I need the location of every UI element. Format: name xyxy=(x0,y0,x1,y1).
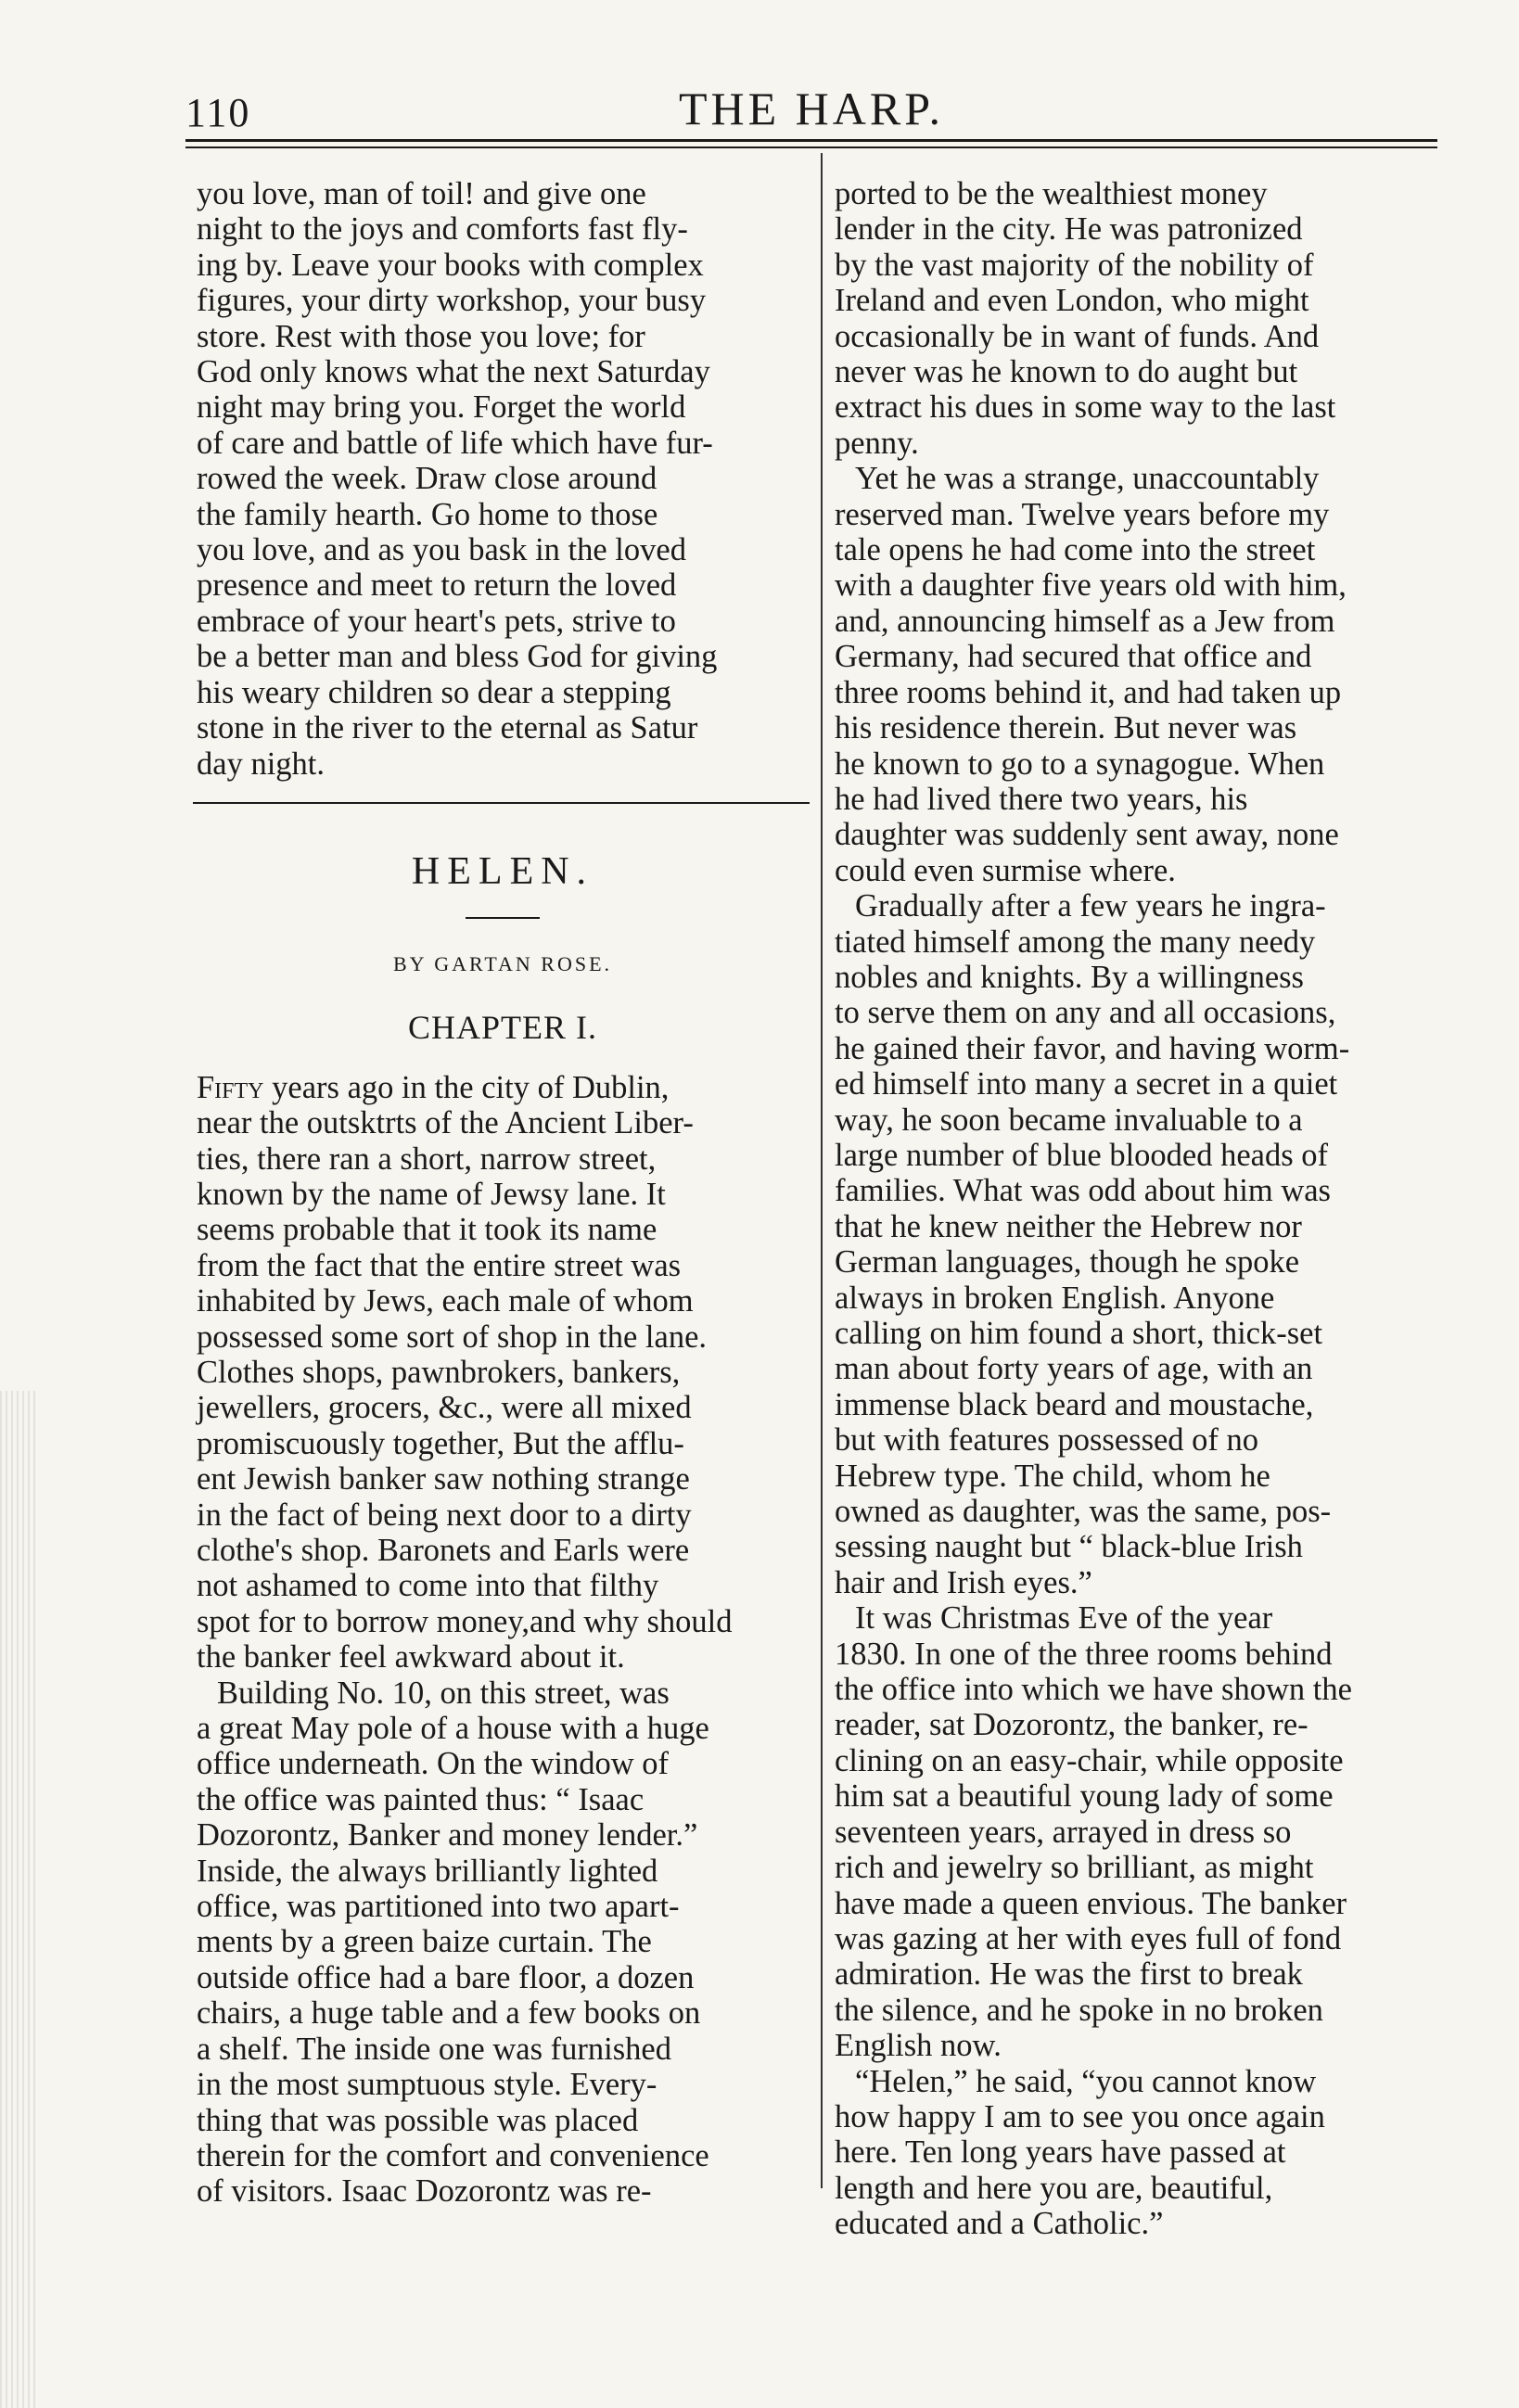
scan-edge-noise xyxy=(0,1391,37,2408)
header-rule xyxy=(185,139,1437,142)
byline: BY GARTAN ROSE. xyxy=(392,951,613,975)
header-rule-thin xyxy=(185,147,1437,148)
lead-word: Fifty xyxy=(197,1069,264,1105)
running-title: THE HARP. xyxy=(678,83,945,134)
story-paragraph-6: It was Christmas Eve of the year 1830. In one of the three rooms behind the office into which we have shown the reader, sat Dozorontz, the banker, re- clining on an easy-chair, while opposite him sat a beautiful young lady of some seventeen years, arrayed in dress so rich and jewelry so brilliant, as might have made a queen envious. The banker was gazing at her with eyes full of fond admiration. He was the first to break the silence, and he spoke in no broken English now. xyxy=(835,1600,1352,2064)
left-column xyxy=(197,176,809,2210)
story-paragraph-5: Gradually after a few years he ingra- tiated himself among the many needy nobles and knights. By a willingness to serve them on any and all occasions, he gained their favor, and having worm- ed himself into many a secret in a quiet way, he soon became invaluable to a large number of blue blooded heads of families. What was odd about him was that he knew neither the Hebrew nor German languages, though he spoke always in broken English. Anyone calling on him found a short, thick-set man about forty years of age, with an immense black beard and moustache, but with features possessed of no Hebrew type. The child, whom he owned as daughter, was the same, pos- sessing naught but “ black-blue Irish hair and Irish eyes.” xyxy=(835,888,1350,1600)
story-paragraph-2: Building No. 10, on this street, was a great May pole of a house with a huge office underneath. On the window of the office was painted thus: “ Isaac Dozorontz, Banker and money lender.” Inside, the always brilliantly lighted office, was partitioned into two apart- ments by a green baize curtain. The outside office had a bare floor, a dozen chairs, a huge table and a few books on a shelf. The inside one was furnished in the most sumptuous style. Every- thing that was possible was placed therein for the comfort and convenience of visitors. Isaac Dozorontz was re- xyxy=(197,1675,709,2210)
story-paragraph-4: Yet he was a strange, unaccountably reserved man. Twelve years before my tale opens he had come into the street with a daughter five years old with him, and, announcing himself as a Jew from Germany, had secured that office and three rooms behind it, and had taken up his residence therein. But never was he known to go to a synagogue. When he had lived there two years, his daughter was suddenly sent away, none could even surmise where. xyxy=(835,461,1347,888)
story-paragraph-7: “Helen,” he said, “you cannot know how happy I am to see you once again here. Ten long years have passed at length and here you are, beautiful, educated and a Catholic.” xyxy=(835,2063,1325,2242)
paragraph-text: years ago in the city of Dublin, near the outsktrts of the Ancient Liber- ties, there ran a short, narrow street, known by the name of Jewsy lane. It seems probable that it took its name from the fact that the entire street was inhabited by Jews, each male of whom possessed some sort of shop in the lane. Clothes shops, pawnbrokers, bankers, jewellers, grocers, &c., were all mixed promiscuously together, But the afflu- ent Jewish banker saw nothing strange in the fact of being next door to a dirty clothe's shop. Baronets and Earls were not ashamed to come into that filthy spot for to borrow money,and why should the banker feel awkward about it. xyxy=(197,1069,733,1675)
chapter-heading: CHAPTER I. xyxy=(407,1009,597,1047)
right-column xyxy=(835,176,1439,2242)
page-header xyxy=(185,82,1437,137)
section-divider xyxy=(193,802,810,804)
page-number: 110 xyxy=(185,90,251,135)
story-title: HELEN. xyxy=(411,849,594,893)
story-paragraph-3: ported to be the wealthiest money lender in the city. He was patronized by the vast majority of the nobility of Ireland and even London, who might occasionally be in want of funds. And never was he known to do aught but extract his dues in some way to the last penny. xyxy=(835,176,1336,461)
story-paragraph-1 xyxy=(197,1070,809,1675)
column-divider xyxy=(821,153,823,2188)
intro-paragraph: you love, man of toil! and give one night to the joys and comforts fast fly- ing by. Leave your books with complex figures, your dirty workshop, your busy store. Rest with those you love; for God only knows what the next Saturday night may bring you. Forget the world of care and battle of life which have fur- rowed the week. Draw close around the family hearth. Go home to those you love, and as you bask in the loved presence and meet to return the loved embrace of your heart's pets, strive to be a better man and bless God for giving his weary children so dear a stepping stone in the river to the eternal as Satur day night. xyxy=(197,176,718,782)
title-rule xyxy=(466,917,540,919)
